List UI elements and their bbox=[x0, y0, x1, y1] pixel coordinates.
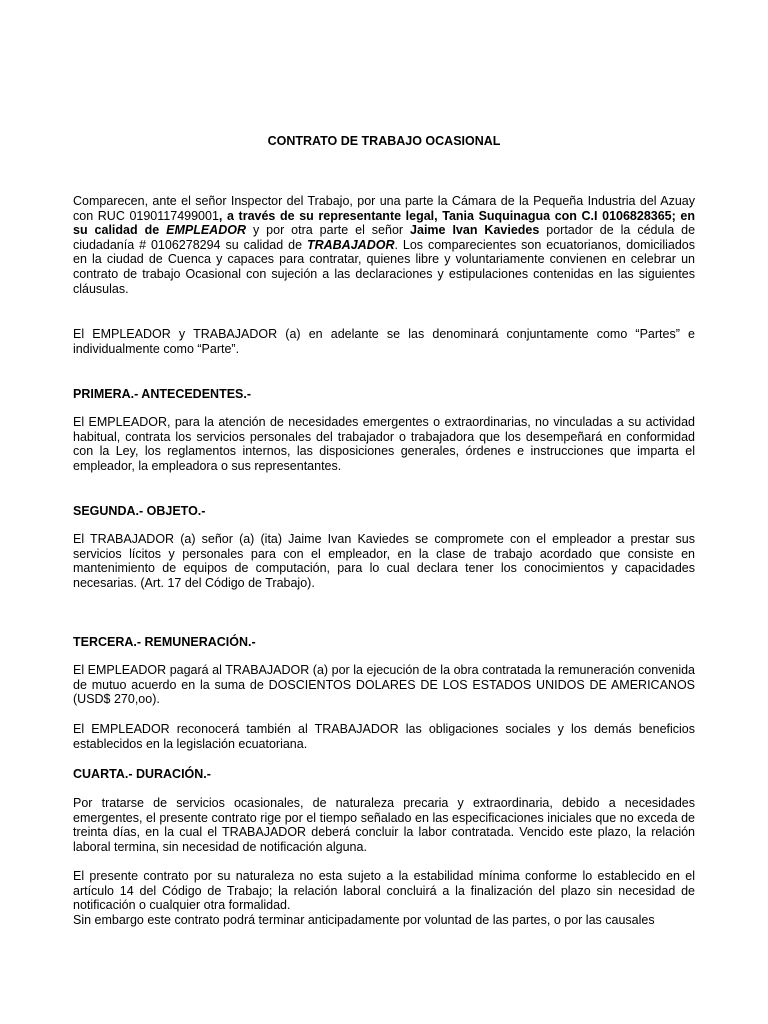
intro-text-3: y por otra parte el señor bbox=[246, 223, 411, 238]
intro-text-5: . Los comparecientes son ecuatorianos, domiciliados en la ciudad de Cuenca y capaces para contratar, quienes libre y voluntariamente convienen en celebrar un contrato de trabajo Ocasional con sujeción a las declaraciones y estipulaciones contenidas en las siguientes cláusulas. bbox=[73, 237, 695, 296]
tercera-paragraph-2: El EMPLEADOR reconocerá también al TRABAJADOR las obligaciones sociales y los demás beneficios establecidos en la legislación ecuatoriana. bbox=[73, 722, 695, 751]
cuarta-heading: CUARTA.- DURACIÓN.- bbox=[73, 767, 211, 781]
intro-text-2: , a través de su representante legal, Tania Suquinagua con C.I 0106828365; en su calidad de bbox=[73, 208, 695, 238]
primera-paragraph: El EMPLEADOR, para la atención de necesidades emergentes o extraordinarias, no vinculadas a su actividad habitual, contrata los servicios personales del trabajador o trabajadora que los desempeñará en conformidad con la Ley, los reglamentos internos, las disposiciones generales, órdenes e instrucciones que imparta el empleador, la empleadora o sus representantes. bbox=[73, 415, 695, 473]
document-title: CONTRATO DE TRABAJO OCASIONAL bbox=[267, 134, 501, 148]
cuarta-paragraph-3: Sin embargo este contrato podrá terminar anticipadamente por voluntad de las partes, o por las causales bbox=[73, 913, 655, 927]
parties-paragraph: El EMPLEADOR y TRABAJADOR (a) en adelante se las denominará conjuntamente como “Partes” e individualmente como “Parte”. bbox=[73, 327, 695, 356]
cuarta-paragraph-1: Por tratarse de servicios ocasionales, de naturaleza precaria y extraordinaria, debido a necesidades emergentes, el presente contrato rige por el tiempo señalado en las especificaciones iniciales que no exceda de treinta días, en la cual el TRABAJADOR deberá concluir la labor contratada. Vencido este plazo, la relación laboral termina, sin necesidad de notificación alguna. bbox=[73, 796, 695, 854]
tercera-heading: TERCERA.- REMUNERACIÓN.- bbox=[73, 635, 256, 649]
intro-text-4: portador de la cédula de ciudadanía # 0106278294 su calidad de bbox=[73, 223, 696, 252]
segunda-heading: SEGUNDA.- OBJETO.- bbox=[73, 504, 206, 518]
trabajador-label: TRABAJADOR bbox=[306, 237, 395, 252]
intro-text-1: Comparecen, ante el señor Inspector del Trabajo, por una parte la Cámara de la Pequeña Industria del Azuay con RUC 0190117499001 bbox=[73, 194, 695, 223]
primera-heading: PRIMERA.- ANTECEDENTES.- bbox=[73, 387, 252, 401]
tercera-paragraph-1: El EMPLEADOR pagará al TRABAJADOR (a) por la ejecución de la obra contratada la remuneración convenida de mutuo acuerdo en la suma de DOSCIENTOS DOLARES DE LOS ESTADOS UNIDOS DE AMERICANOS (USD$ 270,oo). bbox=[73, 663, 695, 707]
worker-name: Jaime Ivan Kaviedes bbox=[410, 223, 540, 238]
cuarta-paragraph-2: El presente contrato por su naturaleza no esta sujeto a la estabilidad mínima conforme lo establecido en el artículo 14 del Código de Trabajo; la relación laboral concluirá a la finalización del plazo sin necesidad de notificación o cualquier otra formalidad. bbox=[73, 869, 695, 913]
empleador-label: EMPLEADOR bbox=[166, 223, 246, 238]
intro-paragraph bbox=[73, 194, 695, 296]
segunda-paragraph: El TRABAJADOR (a) señor (a) (ita) Jaime Ivan Kaviedes se compromete con el empleador a prestar sus servicios lícitos y personales para con el empleador, en la clase de trabajo acordado que consiste en mantenimiento de equipos de computación, para lo cual declara tener los conocimientos y capacidades necesarias. (Art. 17 del Código de Trabajo). bbox=[73, 532, 695, 590]
